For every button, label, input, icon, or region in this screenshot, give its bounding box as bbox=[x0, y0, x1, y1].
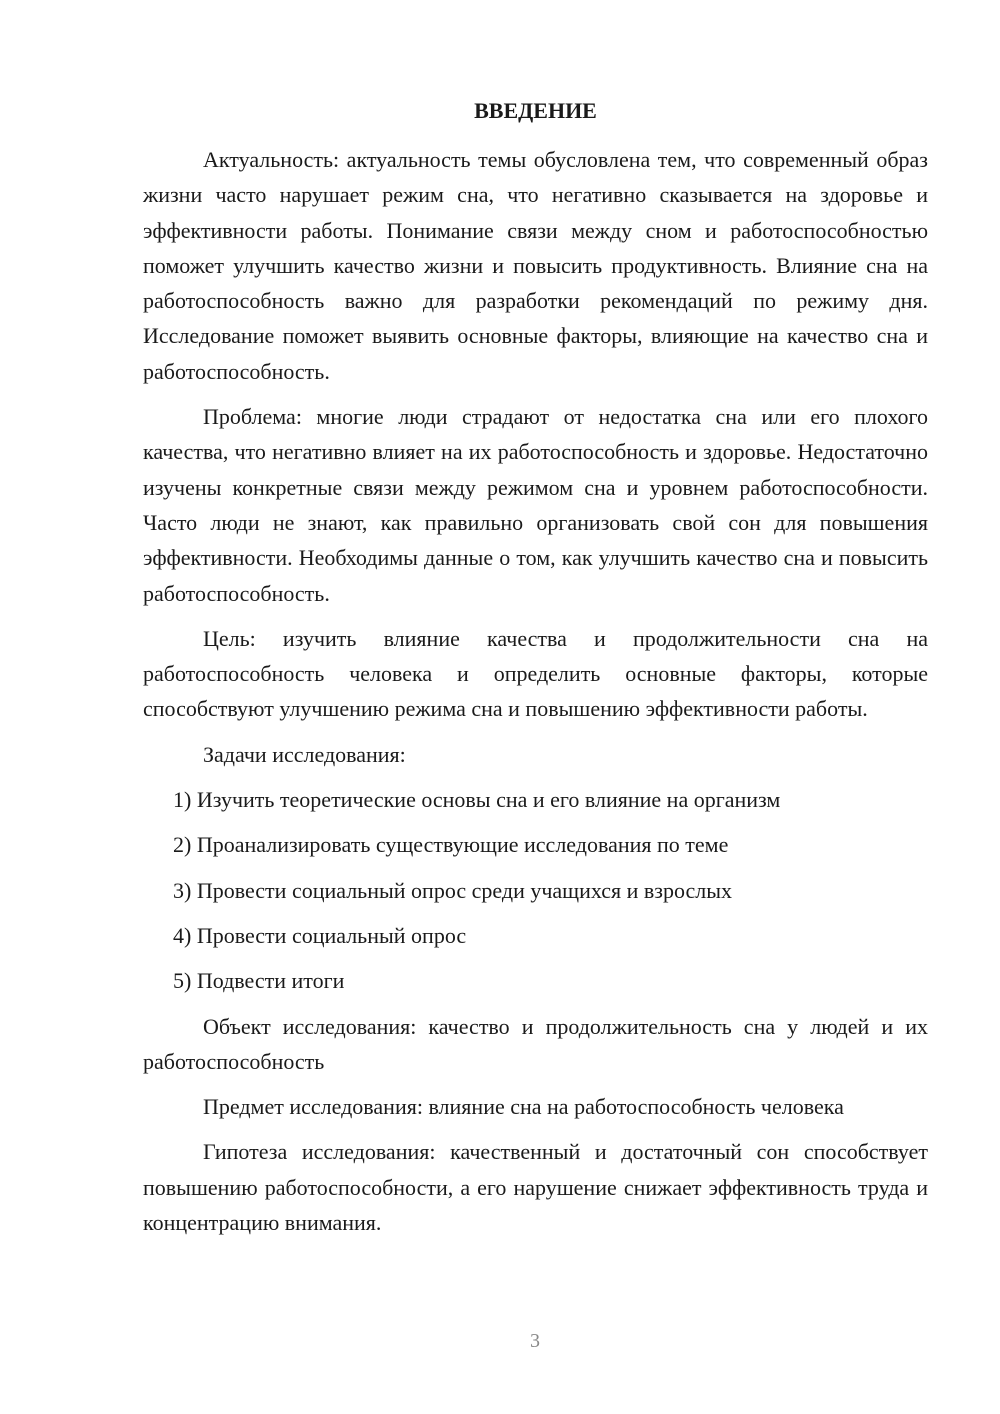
document-body bbox=[143, 142, 928, 1250]
problem-paragraph: Проблема: многие люди страдают от недостатка сна или его плохого качества, что негативно влияет на их работоспособность и здоровье. Недостаточно изучены конкретные связи между режимом сна и уровнем работоспособности. Часто люди не знают, как правильно организовать свой сон для повышения эффективности. Необходимы данные о том, как улучшить качество сна и повысить работоспособность. bbox=[143, 404, 928, 606]
tasks-heading: Задачи исследования: bbox=[203, 741, 406, 767]
page-title: ВВЕДЕНИЕ bbox=[474, 98, 597, 123]
subject-paragraph: Предмет исследования: влияние сна на работоспособность человека bbox=[203, 1094, 844, 1120]
list-item: 1) Изучить теоретические основы сна и его влияние на организм bbox=[173, 787, 781, 813]
relevance-paragraph: Актуальность: актуальность темы обусловлена тем, что современный образ жизни часто нарушает режим сна, что негативно сказывается на здоровье и эффективности работы. Понимание связи между сном и работоспособностью поможет улучшить качество жизни и повысить продуктивность. Влияние сна на работоспособность важно для разработки рекомендаций по режиму дня. Исследование поможет выявить основные факторы, влияющие на качество сна и работоспособность. bbox=[143, 147, 928, 384]
list-item: 2) Проанализировать существующие исследования по теме bbox=[173, 832, 729, 858]
hypothesis-paragraph: Гипотеза исследования: качественный и достаточный сон способствует повышению работоспособности, а его нарушение снижает эффективность труда и концентрацию внимания. bbox=[143, 1139, 928, 1236]
goal-paragraph: Цель: изучить влияние качества и продолжительности сна на работоспособность человека и определить основные факторы, которые способствуют улучшению режима сна и повышению эффективности работы. bbox=[143, 625, 928, 722]
list-item: 5) Подвести итоги bbox=[173, 968, 345, 994]
list-item: 4) Провести социальный опрос bbox=[173, 922, 467, 948]
page-number: 3 bbox=[530, 1330, 540, 1352]
tasks-list bbox=[143, 782, 928, 998]
object-paragraph: Объект исследования: качество и продолжительность сна у людей и их работоспособность bbox=[143, 1013, 928, 1074]
list-item: 3) Провести социальный опрос среди учащихся и взрослых bbox=[173, 877, 733, 903]
